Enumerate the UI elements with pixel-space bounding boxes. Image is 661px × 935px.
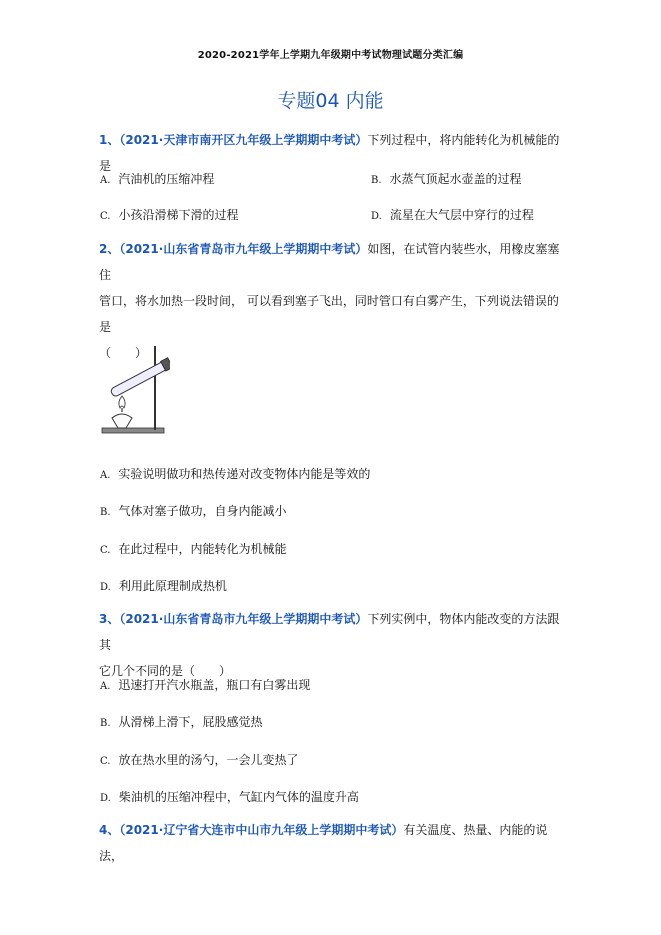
q1-option-a: A. 汽油机的压缩冲程 xyxy=(100,172,215,186)
q2-option-a: A. 实验说明做功和热传递对改变物体内能是等效的 xyxy=(100,467,371,481)
question-source: （2021·天津市南开区九年级上学期期中考试） xyxy=(119,133,368,147)
question-source: （2021·山东省青岛市九年级上学期期中考试） xyxy=(119,612,368,626)
q2-option-c: C. 在此过程中，内能转化为机械能 xyxy=(100,542,287,556)
q1-option-d: D. 流星在大气层中穿行的过程 xyxy=(371,208,534,222)
question-stem-line1: 下列实例中，物体内能改变的方法跟其 xyxy=(99,612,560,652)
q3-option-c: C. 放在热水里的汤勺，一会儿变热了 xyxy=(100,753,299,767)
q3-option-d: D. 柴油机的压缩冲程中，气缸内气体的温度升高 xyxy=(100,790,359,804)
q3-option-a: A. 迅速打开汽水瓶盖，瓶口有白雾出现 xyxy=(100,678,311,692)
test-tube-apparatus-figure xyxy=(100,338,170,440)
q2-option-d: D. 利用此原理制成热机 xyxy=(100,579,227,593)
question-4 xyxy=(99,817,564,869)
question-number: 1、 xyxy=(99,133,120,147)
question-stem-line2: 它几个不同的是（ ） xyxy=(99,664,232,678)
page-title: 专题04 内能 xyxy=(277,90,384,112)
question-stem: 下列过程中，将内能转化为机械能的是 xyxy=(99,133,560,173)
document-header: 2020-2021学年上学期九年级期中考试物理试题分类汇编 xyxy=(197,50,464,61)
question-source: （2021·辽宁省大连市中山市九年级上学期期中考试） xyxy=(119,823,404,837)
question-source: （2021·山东省青岛市九年级上学期期中考试） xyxy=(119,242,368,256)
question-stem-line1: 如图，在试管内装些水，用橡皮塞塞住 xyxy=(99,242,560,282)
question-number: 3、 xyxy=(99,612,120,626)
answer-blank: （ ） xyxy=(99,346,148,360)
question-3 xyxy=(99,606,564,684)
question-stem: 有关温度、热量、内能的说法， xyxy=(99,823,548,863)
question-number: 4、 xyxy=(99,823,120,837)
q1-option-c: C. 小孩沿滑梯下滑的过程 xyxy=(100,208,239,222)
q2-option-b: B. 气体对塞子做功，自身内能减小 xyxy=(100,504,287,518)
question-number: 2、 xyxy=(99,242,120,256)
q3-option-b: B. 从滑梯上滑下，屁股感觉热 xyxy=(100,715,263,729)
question-stem-line2: 管口，将水加热一段时间， 可以看到塞子飞出，同时管口有白雾产生，下列说法错误的是 xyxy=(99,294,559,334)
q1-option-b: B. 水蒸气顶起水壶盖的过程 xyxy=(371,172,522,186)
